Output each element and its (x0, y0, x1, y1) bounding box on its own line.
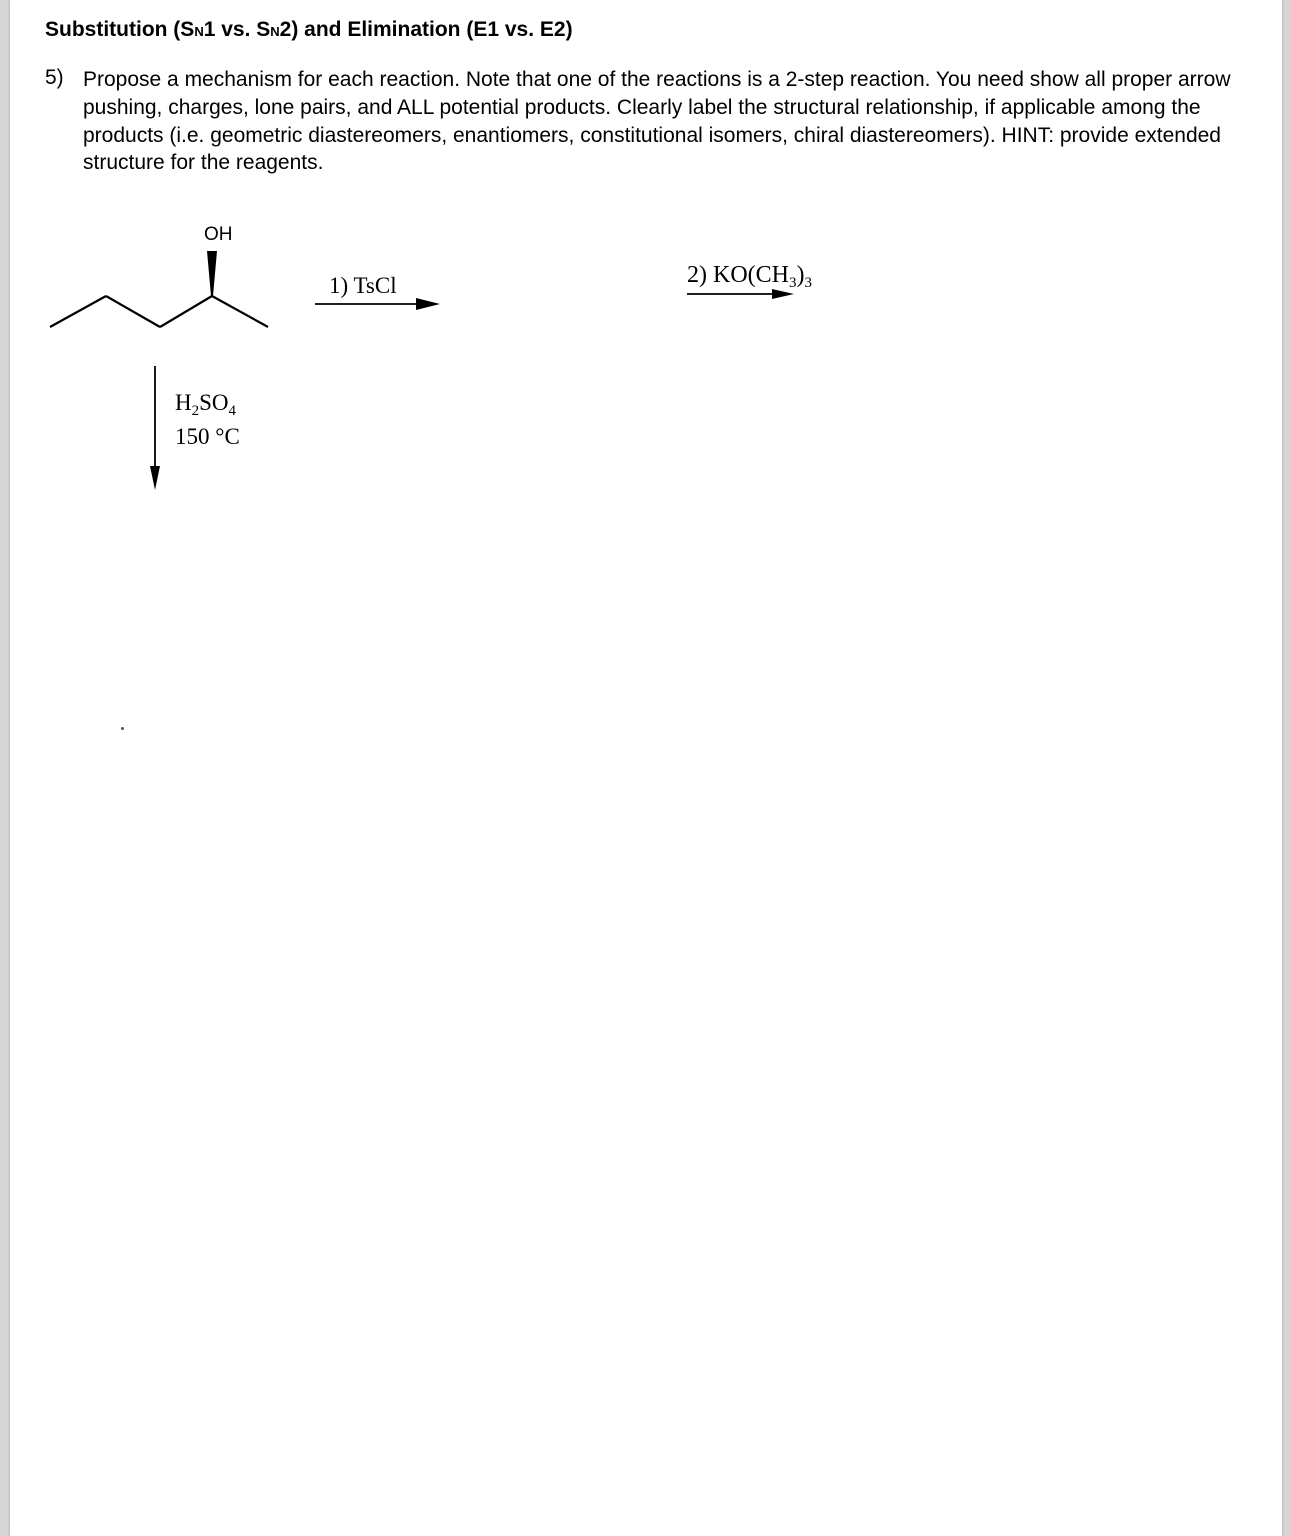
arrow-down-head (150, 466, 160, 490)
bond-4 (212, 296, 268, 327)
hydroxyl-label: OH (204, 224, 233, 245)
document-page (10, 0, 1282, 1536)
bond-2 (106, 296, 160, 327)
bond-3 (160, 296, 212, 327)
reagent-2-label: 2) $KO(CH_3)_3$ (687, 262, 812, 291)
acid-conditions (175, 390, 240, 450)
bond-1 (50, 296, 106, 327)
question-text: Propose a mechanism for each reaction. Note that one of the reactions is a 2-step reaction. You need show all proper arrow pushing, charges, lone pairs, and ALL potential products. Clearly label the structural relationship, if applicable among the products (i.e. geometric diastereomers, enantiomers, constitutional isomers, chiral diastereomers). HINT: provide extended structure for the reagents. (83, 68, 1231, 175)
acid-temperature: 150 °C (175, 424, 240, 449)
acid-formula: $H_2SO_4$ (175, 390, 237, 419)
reagent-1-label: 1) TsCl (329, 273, 397, 298)
arrow-1-head (416, 298, 440, 310)
question-number: 5) (45, 66, 64, 89)
section-heading: Substitution (SN1 vs. SN2) and Elimination (E1 vs. E2) (45, 18, 573, 41)
stray-dot (121, 727, 124, 730)
wedge-bond (207, 251, 217, 296)
